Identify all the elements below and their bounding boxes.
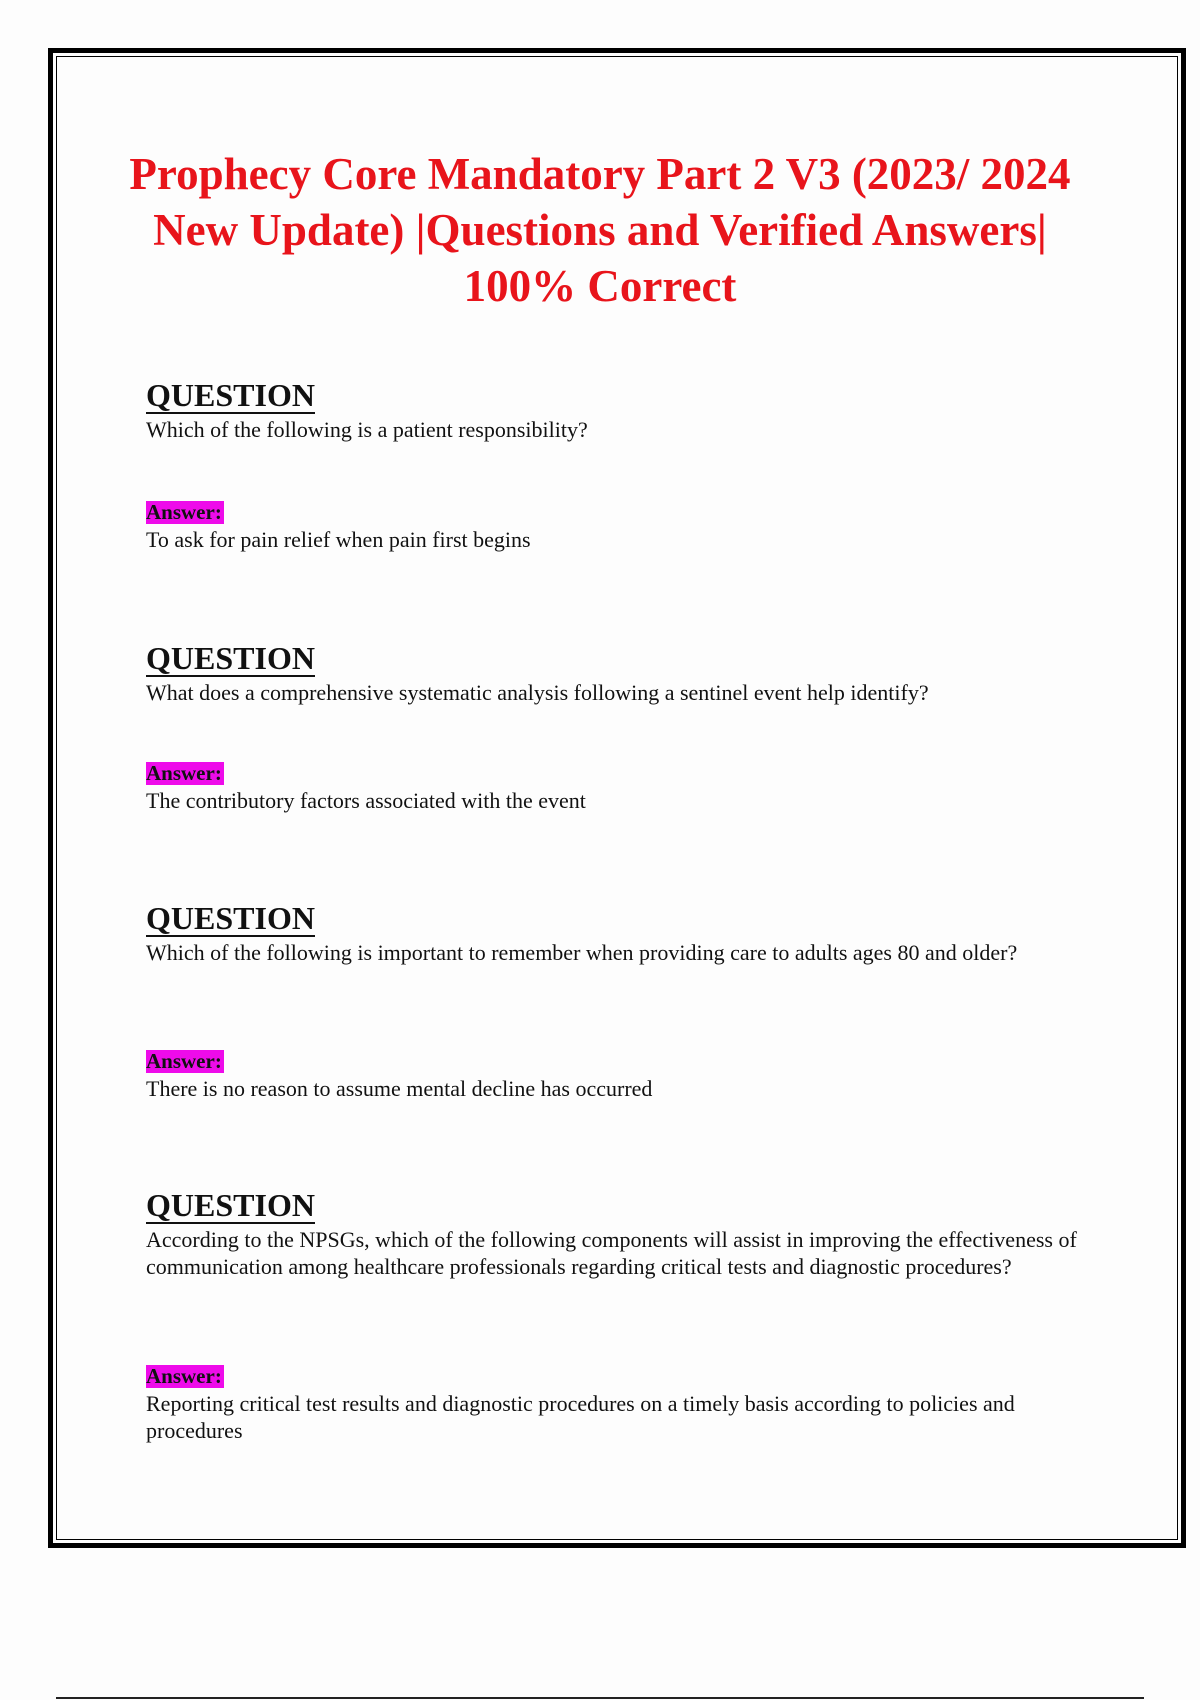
question-text: What does a comprehensive systematic analysis following a sentinel event help identify? — [146, 680, 929, 705]
qa-item — [146, 901, 1096, 966]
question-heading: QUESTION — [146, 1187, 315, 1223]
answer-label: Answer: — [146, 1049, 222, 1073]
answer-label: Answer: — [146, 1364, 222, 1388]
answer-text: Reporting critical test results and diagnostic procedures on a timely basis according to policies and procedures — [146, 1391, 1015, 1443]
question-heading: QUESTION — [146, 900, 315, 936]
qa-item — [146, 378, 1096, 443]
answer-item — [146, 762, 1096, 814]
qa-item — [146, 641, 1096, 706]
question-heading: QUESTION — [146, 640, 315, 676]
answer-text: To ask for pain relief when pain first begins — [146, 527, 531, 552]
question-text: Which of the following is a patient responsibility? — [146, 417, 588, 442]
qa-item — [146, 1188, 1096, 1280]
document-title: Prophecy Core Mandatory Part 2 V3 (2023/ 2024 New Update) |Questions and Verified Answers| 100% Correct — [129, 149, 1071, 311]
answer-label: Answer: — [146, 761, 222, 785]
answer-item — [146, 501, 1096, 553]
answer-label: Answer: — [146, 500, 222, 524]
question-heading: QUESTION — [146, 377, 315, 413]
answer-text: There is no reason to assume mental decline has occurred — [146, 1076, 653, 1101]
answer-text: The contributory factors associated with the event — [146, 788, 586, 813]
question-text: Which of the following is important to remember when providing care to adults ages 80 and older? — [146, 940, 1018, 965]
answer-item — [146, 1050, 1096, 1102]
question-text: According to the NPSGs, which of the following components will assist in improving the effectiveness of communication among healthcare professionals regarding critical tests and diagnostic procedures? — [146, 1227, 1077, 1279]
page-footer-rule — [56, 1697, 1144, 1699]
answer-item — [146, 1365, 1096, 1444]
